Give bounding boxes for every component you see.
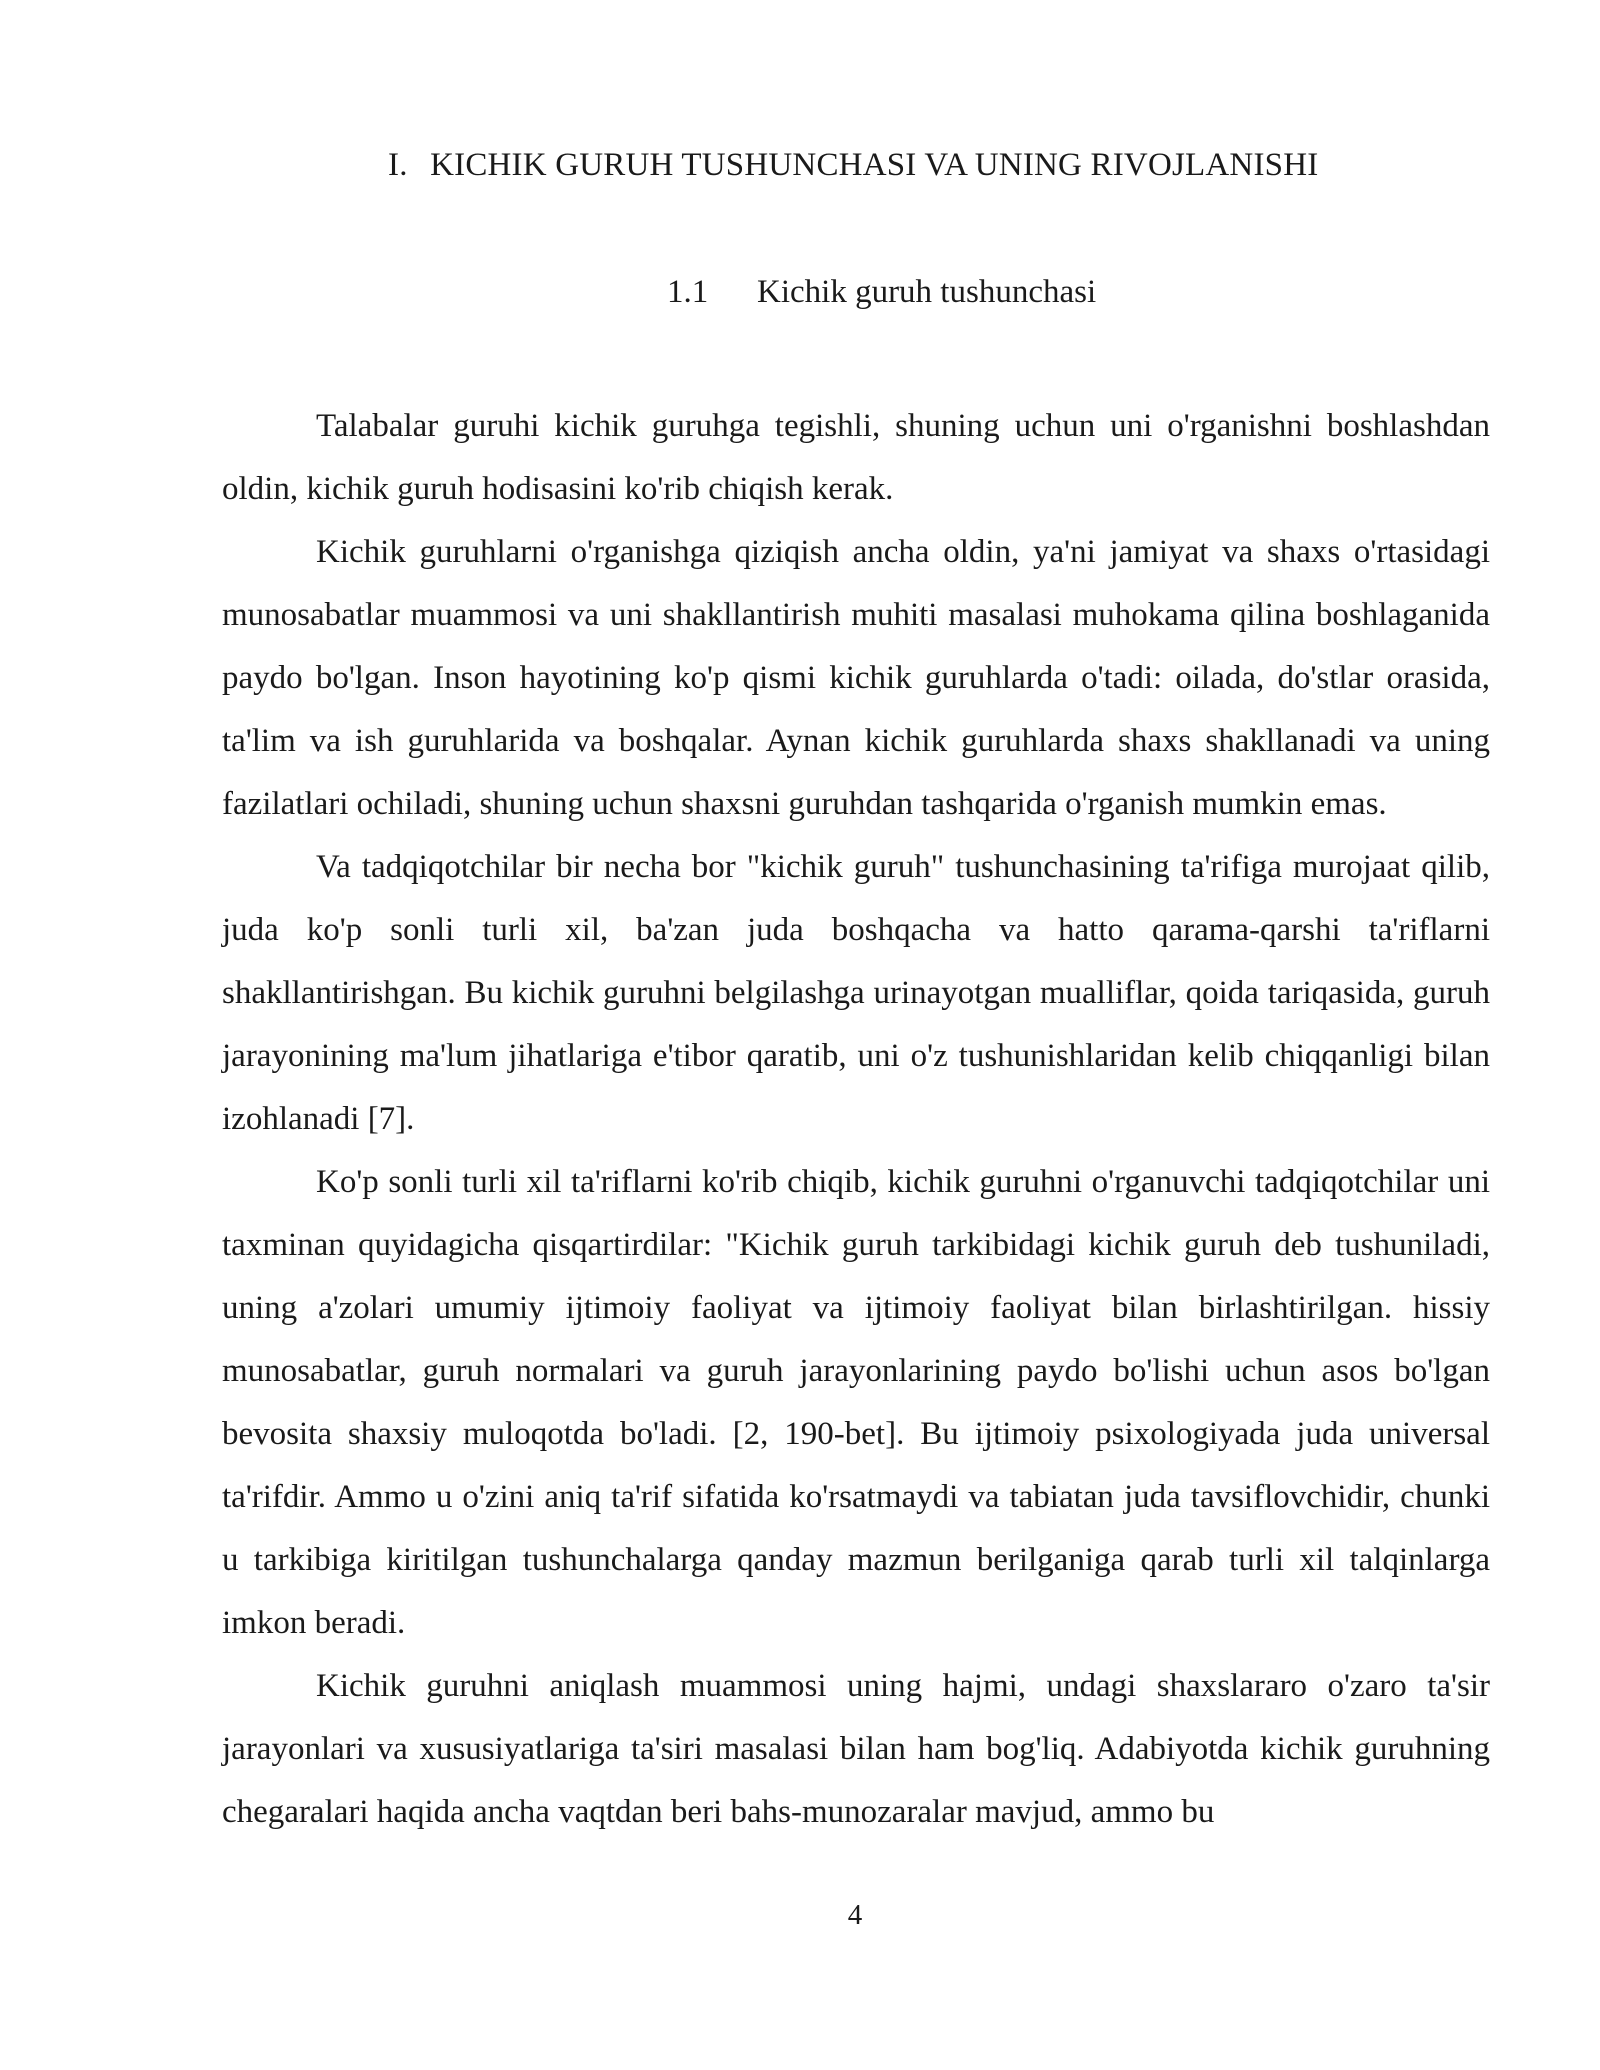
- paragraph: Va tadqiqotchilar bir necha bor "kichik guruh" tushunchasining ta'rifiga murojaat qilib, juda ko'p sonli turli xil, ba'zan juda boshqacha va hatto qarama-qarshi ta'riflarni shakllantirishgan. Bu kichik guruhni belgilashga urinayotgan mualliflar, qoida tariqasida, guruh jarayonining ma'lum jihatlariga e'tibor qaratib, uni o'z tushunishlaridan kelib chiqqanligi bilan izohlanadi [7].: [222, 849, 1490, 1137]
- section-heading: [667, 272, 1096, 312]
- section-title-text: Kichik guruh tushunchasi: [757, 274, 1097, 310]
- chapter-heading: [388, 145, 1318, 185]
- section-number: 1.1: [667, 274, 709, 310]
- paragraph: Ko'p sonli turli xil ta'riflarni ko'rib chiqib, kichik guruhni o'rganuvchi tadqiqotchilar uni taxminan quyidagicha qisqartirdilar: "Kichik guruh tarkibidagi kichik guruh deb tushuniladi, uning a'zolari umumiy ijtimoiy faoliyat va ijtimoiy faoliyat bilan birlashtirilgan. hissiy munosabatlar, guruh normalari va guruh jarayonlarining paydo bo'lishi uchun asos bo'lgan bevosita shaxsiy muloqotda bo'ladi. [2, 190-bet]. Bu ijtimoiy psixologiyada juda universal ta'rifdir. Ammo u o'zini aniq ta'rif sifatida ko'rsatmaydi va tabiatan juda tavsiflovchidir, chunki u tarkibiga kiritilgan tushunchalarga qanday mazmun berilganiga qarab turli xil talqinlarga imkon beradi.: [222, 1164, 1490, 1641]
- body-text: [222, 395, 1490, 1844]
- paragraph: Kichik guruhlarni o'rganishga qiziqish ancha oldin, ya'ni jamiyat va shaxs o'rtasidagi munosabatlar muammosi va uni shakllantirish muhiti masalasi muhokama qilina boshlaganida paydo bo'lgan. Inson hayotining ko'p qismi kichik guruhlarda o'tadi: oilada, do'stlar orasida, ta'lim va ish guruhlarida va boshqalar. Aynan kichik guruhlarda shaxs shakllanadi va uning fazilatlari ochiladi, shuning uchun shaxsni guruhdan tashqarida o'rganish mumkin emas.: [222, 534, 1490, 822]
- paragraph: Talabalar guruhi kichik guruhga tegishli, shuning uchun uni o'rganishni boshlashdan oldin, kichik guruh hodisasini ko'rib chiqish kerak.: [222, 408, 1490, 507]
- paragraph: Kichik guruhni aniqlash muammosi uning hajmi, undagi shaxslararo o'zaro ta'sir jarayonlari va xususiyatlariga ta'siri masalasi bilan ham bog'liq. Adabiyotda kichik guruhning chegaralari haqida ancha vaqtdan beri bahs-munozaralar mavjud, ammo bu: [222, 1668, 1490, 1830]
- chapter-title-text: KICHIK GURUH TUSHUNCHASI VA UNING RIVOJLANISHI: [430, 147, 1319, 183]
- page-number: 4: [847, 1899, 863, 1931]
- chapter-number: I.: [388, 147, 408, 183]
